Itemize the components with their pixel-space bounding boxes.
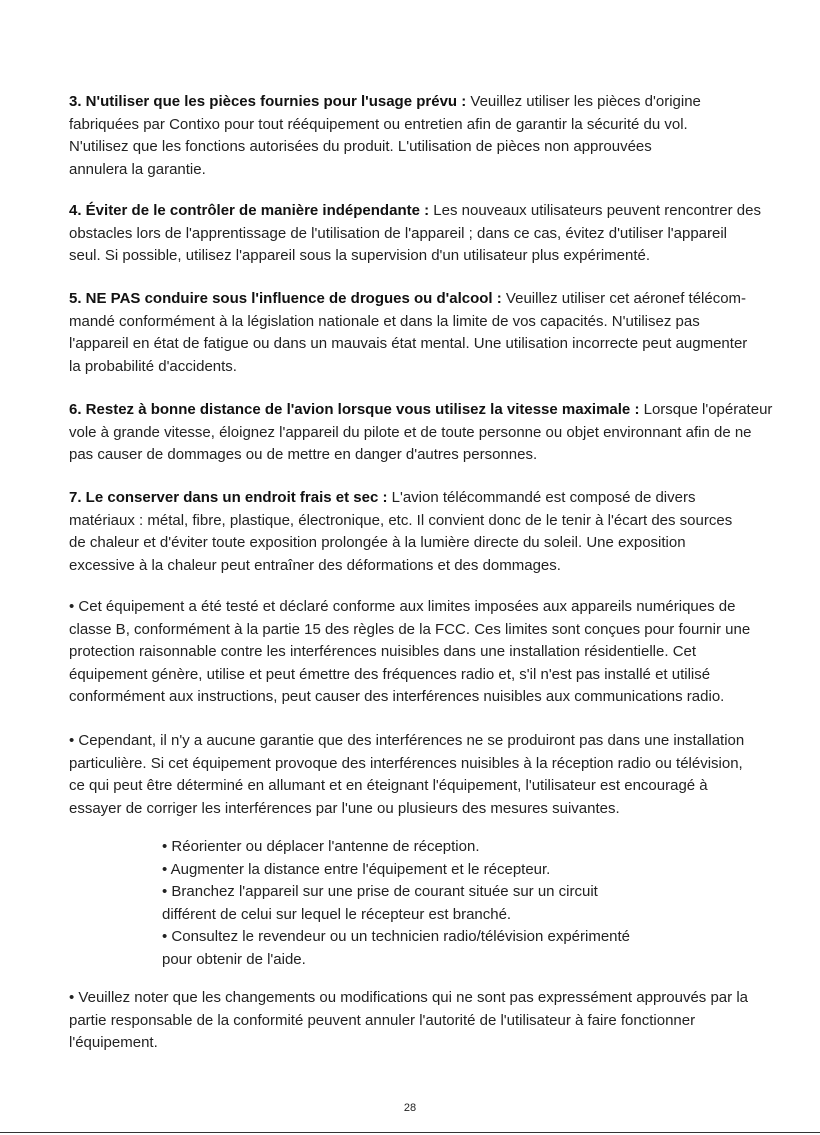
paragraph-line: essayer de corriger les interférences par l'une ou plusieurs des mesures suivantes.: [69, 799, 620, 817]
section-text: de chaleur et d'éviter toute exposition prolongée à la lumière directe du soleil. Une exposition: [69, 534, 686, 552]
modifications-warning-paragraph: [69, 987, 804, 1055]
safety-section-3: [69, 91, 804, 181]
section-text: obstacles lors de l'apprentissage de l'utilisation de l'appareil ; dans ce cas, évitez d'utiliser l'appareil: [69, 224, 728, 242]
section-text: Les nouveaux utilisateurs peuvent rencontrer des: [429, 202, 761, 219]
section-heading: 5. NE PAS conduire sous l'influence de drogues ou d'alcool :: [69, 290, 502, 307]
paragraph-line: conformément aux instructions, peut causer des interférences nuisibles aux communications radio.: [69, 688, 725, 706]
paragraph-line: particulière. Si cet équipement provoque des interférences nuisibles à la réception radio ou télévision,: [69, 754, 743, 772]
interference-paragraph: [69, 730, 804, 820]
section-text: Veuillez utiliser les pièces d'origine: [466, 93, 701, 110]
section-text: l'appareil en état de fatigue ou dans un mauvais état mental. Une utilisation incorrecte peut augmenter: [69, 335, 748, 353]
section-heading: 3. N'utiliser que les pièces fournies pour l'usage prévu :: [69, 93, 467, 110]
section-heading: 7. Le conserver dans un endroit frais et sec :: [69, 489, 388, 506]
fcc-compliance-paragraph: [69, 596, 804, 709]
paragraph-line: ce qui peut être déterminé en allumant et en éteignant l'équipement, l'utilisateur est encouragé à: [69, 777, 708, 795]
section-text: vole à grande vitesse, éloignez l'appareil du pilote et de toute personne ou objet environnant afin de ne: [69, 423, 752, 441]
section-text: excessive à la chaleur peut entraîner des déformations et des dommages.: [69, 556, 561, 574]
paragraph-line: classe B, conformément à la partie 15 des règles de la FCC. Ces limites sont conçues pour fournir une: [69, 620, 751, 638]
list-item-continuation: pour obtenir de l'aide.: [162, 950, 306, 968]
section-text: pas causer de dommages ou de mettre en danger d'autres personnes.: [69, 446, 538, 464]
paragraph-line: • Cependant, il n'y a aucune garantie que des interférences ne se produiront pas dans une installation: [69, 732, 745, 749]
list-item: • Consultez le revendeur ou un technicien radio/télévision expérimenté: [162, 928, 631, 946]
corrective-measures-list: [162, 836, 762, 972]
list-item-continuation: différent de celui sur lequel le récepteur est branché.: [162, 905, 512, 923]
section-text: Veuillez utiliser cet aéronef télécom-: [501, 290, 747, 307]
paragraph-line: • Cet équipement a été testé et déclaré conforme aux limites imposées aux appareils numériques de: [69, 598, 736, 615]
section-heading: 4. Éviter de le contrôler de manière indépendante :: [69, 202, 430, 219]
paragraph-line: l'équipement.: [69, 1034, 158, 1052]
safety-section-7: [69, 487, 804, 577]
section-text: fabriquées par Contixo pour tout rééquipement ou entretien afin de garantir la sécurité du vol.: [69, 115, 688, 133]
section-text: N'utilisez que les fonctions autorisées du produit. L'utilisation de pièces non approuvées: [69, 138, 652, 156]
list-item: • Branchez l'appareil sur une prise de courant située sur un circuit: [162, 883, 598, 901]
safety-section-6: [69, 399, 804, 467]
section-heading: 6. Restez à bonne distance de l'avion lorsque vous utilisez la vitesse maximale :: [69, 401, 640, 418]
section-text: matériaux : métal, fibre, plastique, électronique, etc. Il convient donc de le tenir à l'écart des sources: [69, 511, 733, 529]
safety-section-4: [69, 200, 804, 268]
paragraph-line: • Veuillez noter que les changements ou modifications qui ne sont pas expressément approuvés par la: [69, 989, 748, 1006]
list-item: • Augmenter la distance entre l'équipement et le récepteur.: [162, 860, 551, 878]
safety-section-5: [69, 288, 804, 378]
section-text: seul. Si possible, utilisez l'appareil sous la supervision d'un utilisateur plus expérimenté.: [69, 247, 651, 265]
paragraph-line: partie responsable de la conformité peuvent annuler l'autorité de l'utilisateur à faire fonctionner: [69, 1011, 696, 1029]
section-text: mandé conformément à la législation nationale et dans la limite de vos capacités. N'utilisez pas: [69, 312, 700, 330]
section-text: la probabilité d'accidents.: [69, 357, 237, 375]
section-text: annulera la garantie.: [69, 160, 206, 178]
page-number: 28: [403, 1102, 417, 1114]
paragraph-line: équipement génère, utilise et peut émettre des fréquences radio et, s'il n'est pas installé et utilisé: [69, 665, 711, 683]
section-text: Lorsque l'opérateur: [639, 401, 773, 418]
footer-divider: [0, 1132, 820, 1133]
list-item: • Réorienter ou déplacer l'antenne de réception.: [162, 838, 480, 855]
section-text: L'avion télécommandé est composé de divers: [387, 489, 696, 506]
paragraph-line: protection raisonnable contre les interférences nuisibles dans une installation résidentielle. Cet: [69, 643, 697, 661]
